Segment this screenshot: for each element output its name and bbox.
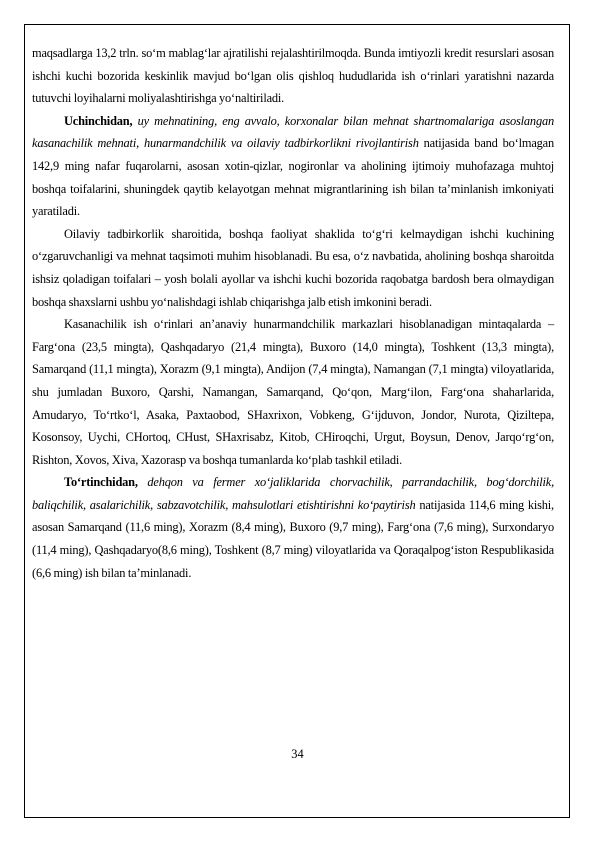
paragraph-5-lead: To‘rtinchidan,: [64, 475, 138, 490]
paragraph-1: maqsadlarga 13,2 trln. so‘m mablag‘lar ajratilishi rejalashtirilmoqda. Bunda imtiyozli kredit resurslari asosan ishchi kuchi bozorida keskinlik mavjud bo‘lgan olis qishloq hududlarida ish o‘rinlari yaratishni nazarda tutuvchi loyihalarni moliyalashtirishga yo‘naltiriladi.: [32, 46, 554, 106]
paragraph-5-italic: dehqon va fermer xo‘jaliklarida chorvachilik, parrandachilik, bog‘dorchilik, baliqchilik, asalarichilik, sabzavotchilik, mahsulotlari etishtirishni ko‘paytirish: [32, 475, 554, 512]
paragraph-5: [32, 471, 554, 584]
paragraph-2-text: natijasida band bo‘lmagan 142,9 ming nafar fuqarolarni, asosan xotin-qizlar, nogironlar va aholining ijtimoiy muhofazaga muhtoj boshqa toifalarini, shuningdek qaytib kelayotgan mehnat migrantlarining ish bilan ta’minlanish imkoniyati yaratiladi.: [32, 136, 554, 219]
paragraph-4: Kasanachilik ish o‘rinlari an’anaviy hunarmandchilik markazlari hisoblanadigan mintaqalarda – Farg‘ona (23,5 mingta), Qashqadaryo (21,4 mingta), Buxoro (14,0 mingta), Toshkent (13,3 mingta), Samarqand (11,1 mingta), Xorazm (9,1 mingta), Andijon (7,4 mingta), Namangan (7,1 mingta) viloyatlarida, shu jumladan Buxoro, Qarshi, Namangan, Samarqand, Qo‘qon, Marg‘ilon, Farg‘ona shaharlarida, Amudaryo, To‘rtko‘l, Asaka, Paxtaobod, SHaxrixon, Vobkeng, G‘ijduvon, Jondor, Nurota, Qiziltepa, Kosonsoy, Uychi, CHortoq, CHust, SHaxrisabz, Kitob, CHiroqchi, Urgut, Boysun, Denov, Jarqo‘rg‘on, Rishton, Xovos, Xiva, Xazorasp va boshqa tumanlarda ko‘plab tashkil etiladi.: [32, 317, 554, 467]
paragraph-2: [32, 110, 554, 223]
paragraph-3: Oilaviy tadbirkorlik sharoitida, boshqa faoliyat shaklida to‘g‘ri kelmaydigan ishchi kuchining o‘zgaruvchanligi va mehnat taqsimoti muhim hisoblanadi. Bu esa, o‘z navbatida, aholining boshqa sharoitda ishsiz qoladigan toifalari – yosh bolali ayollar va ishchi kuchi bozorida raqobatga bardosh bera olmaydigan boshqa shaxslarni ushbu yo‘nalishdagi ishlab chiqarishga jalb etish imkonini beradi.: [32, 226, 554, 309]
page-number: 34: [291, 747, 304, 761]
paragraph-2-italic: uy mehnatining, eng avvalo, korxonalar bilan mehnat shartnomalariga asoslangan kasanachilik mehnati, hunarmandchilik va oilaviy tadbirkorlikni rivojlantirish: [32, 113, 554, 151]
document-body: [32, 42, 554, 584]
paragraph-5-text: natijasida 114,6 ming kishi, asosan Samarqand (11,6 ming), Xorazm (8,4 ming), Buxoro (9,7 ming), Farg‘ona (7,6 ming), Surxondaryo (11,4 ming), Qashqadaryo(8,6 ming), Toshkent (8,7 ming) viloyatlarida va Qoraqalpog‘iston Respublikasida (6,6 ming) ish bilan ta’minlanadi.: [32, 497, 554, 580]
paragraph-2-lead: Uchinchidan,: [64, 113, 133, 128]
